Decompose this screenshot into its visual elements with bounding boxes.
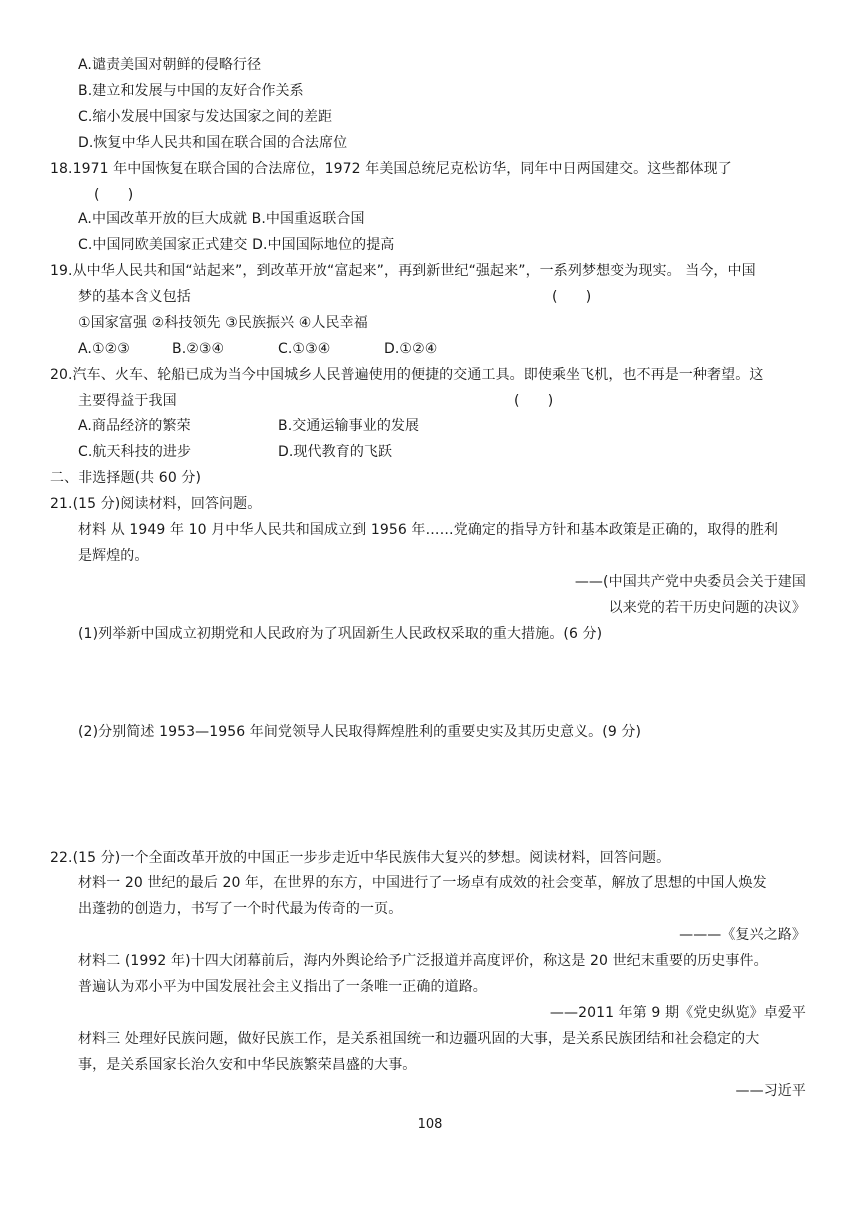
q17-option-a: A.谴责美国对朝鲜的侵略行径 [78,57,262,73]
q22-material-3-source: ——习近平 [735,1083,806,1099]
q22-material-2-continued: 普遍认为邓小平为中国发展社会主义指出了一条唯一正确的道路。 [78,979,487,995]
q18-answer-blank: ( ) [94,187,134,203]
q18-stem: 18.1971 年中国恢复在联合国的合法席位，1972 年美国总统尼克松访华，同年中日两国建交。这些都体现了 [50,161,732,177]
q19-option-b: B.②③④ [172,341,225,357]
q17-option-b: B.建立和发展与中国的友好合作关系 [78,83,304,99]
q22-material-1-continued: 出蓬勃的创造力，书写了一个时代最为传奇的一页。 [78,901,403,917]
q22-material-3-continued: 事，是关系国家长治久安和中华民族繁荣昌盛的大事。 [78,1057,417,1073]
q21-source-line-2: 以来党的若干历史问题的决议》 [608,600,806,616]
q22-material-3: 材料三 处理好民族问题，做好民族工作，是关系祖国统一和边疆巩固的大事，是关系民族团结和社会稳定的大 [78,1031,760,1047]
q20-answer-blank: ( ) [514,393,554,409]
q18-options-row-1: A.中国改革开放的巨大成就 B.中国重返联合国 [78,211,365,227]
q21-material-continued: 是辉煌的。 [78,548,149,564]
q19-stem: 19.从中华人民共和国“站起来”，到改革开放“富起来”，再到新世纪“强起来”，一系列梦想变为现实。 当今，中国 [50,263,756,279]
q17-option-d: D.恢复中华人民共和国在联合国的合法席位 [78,135,348,151]
q22-material-1-source: ———《复兴之路》 [679,927,806,943]
q22-material-2-source: ——2011 年第 9 期《党史纵览》卓爱平 [549,1005,806,1021]
q21-material: 材料 从 1949 年 10 月中华人民共和国成立到 1956 年……党确定的指导方针和基本政策是正确的，取得的胜利 [78,522,779,538]
q18-options-row-2: C.中国同欧美国家正式建交 D.中国国际地位的提高 [78,237,395,253]
q21-subquestion-1: (1)列举新中国成立初期党和人民政府为了巩固新生人民政权采取的重大措施。(6 分) [78,626,603,642]
q20-stem: 20.汽车、火车、轮船已成为当今中国城乡人民普遍使用的便捷的交通工具。即使乘坐飞机，也不再是一种奢望。这 [50,367,764,383]
q21-subquestion-2: (2)分别简述 1953—1956 年间党领导人民取得辉煌胜利的重要史实及其历史意义。(9 分) [78,724,642,740]
q20-option-a: A.商品经济的繁荣 [78,418,191,434]
page-number: 108 [417,1117,443,1132]
section-heading: 二、非选择题(共 60 分) [50,470,202,486]
q20-option-b: B.交通运输事业的发展 [278,418,420,434]
q19-stem-continued: 梦的基本含义包括 [78,289,191,305]
q19-option-a: A.①②③ [78,341,130,357]
q20-option-c: C.航天科技的进步 [78,444,192,460]
q21-stem: 21.(15 分)阅读材料，回答问题。 [50,496,262,512]
q19-option-c: C.①③④ [278,341,331,357]
q17-option-c: C.缩小发展中国家与发达国家之间的差距 [78,109,333,125]
q21-source-line-1: ——(中国共产党中央委员会关于建国 [574,574,806,590]
q22-material-1: 材料一 20 世纪的最后 20 年，在世界的东方，中国进行了一场卓有成效的社会变革，解放了思想的中国人焕发 [78,875,767,891]
q19-items: ①国家富强 ②科技领先 ③民族振兴 ④人民幸福 [78,315,368,331]
q22-stem: 22.(15 分)一个全面改革开放的中国正一步步走近中华民族伟大复兴的梦想。阅读材料，回答问题。 [50,850,671,866]
q19-answer-blank: ( ) [552,289,592,305]
q20-stem-continued: 主要得益于我国 [78,393,177,409]
q20-option-d: D.现代教育的飞跃 [278,444,393,460]
q19-option-d: D.①②④ [384,341,438,357]
q22-material-2: 材料二 (1992 年)十四大闭幕前后，海内外舆论给予广泛报道并高度评价，称这是 20 世纪末重要的历史事件。 [78,953,768,969]
